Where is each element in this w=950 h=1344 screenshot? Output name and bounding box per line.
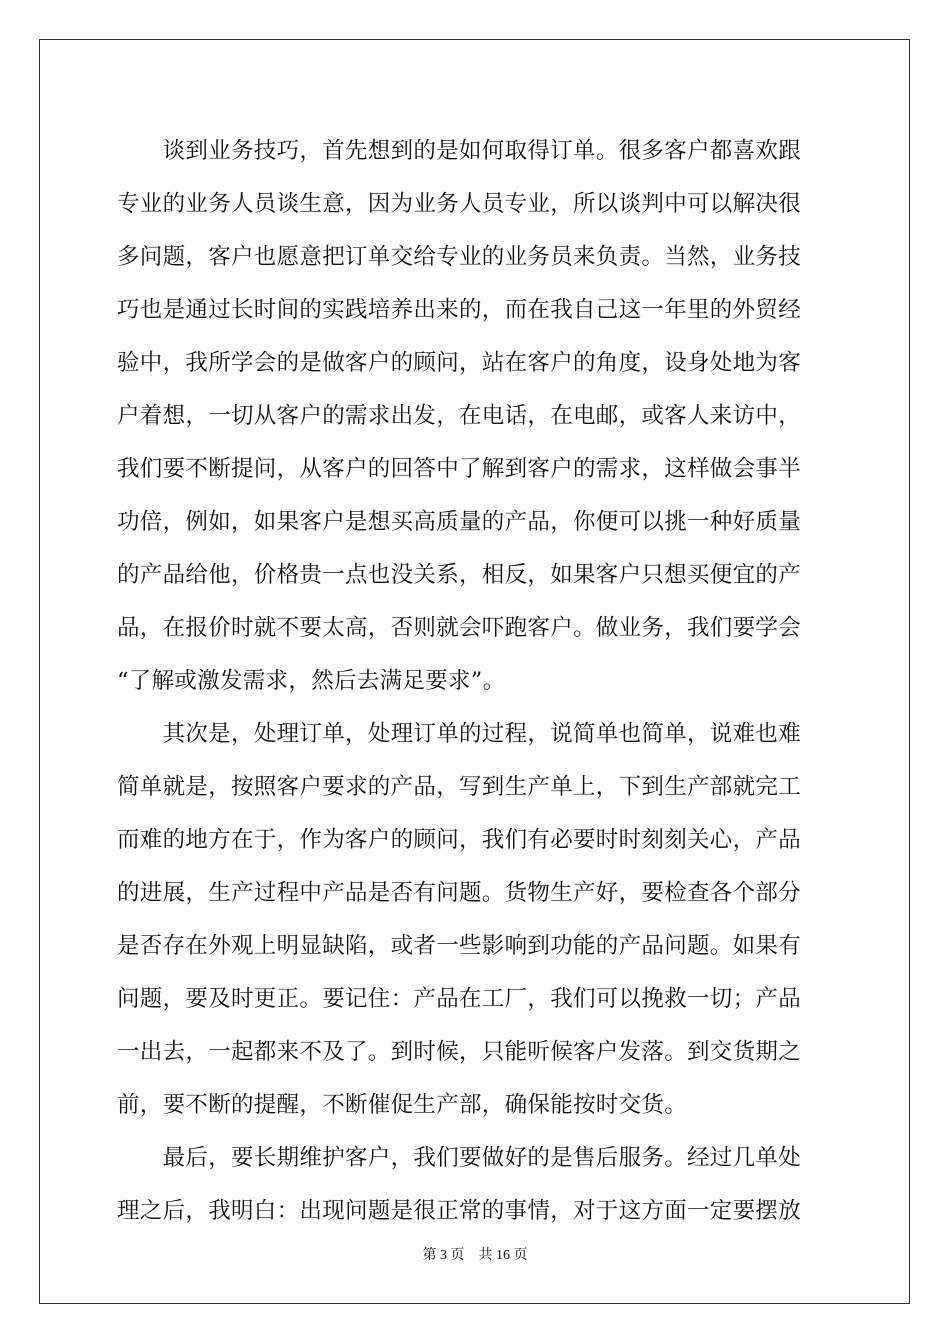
text-line: 验中，我所学会的是做客户的顾问，站在客户的角度，设身处地为客 [117, 350, 802, 376]
text-line: 我们要不断提问，从客户的回答中了解到客户的需求，这样做会事半 [117, 456, 802, 482]
text-line: 前，要不断的提醒，不断催促生产部，确保能按时交货。 [117, 1092, 688, 1118]
text-line: 功倍，例如，如果客户是想买高质量的产品，你便可以挑一种好质量 [117, 509, 802, 535]
text-line: 品，在报价时就不要太高，否则就会吓跑客户。做业务，我们要学会 [117, 615, 802, 641]
text-line: 问题，要及时更正。要记住：产品在工厂，我们可以挽救一切；产品 [117, 986, 802, 1012]
text-line: 一出去，一起都来不及了。到时候，只能听候客户发落。到交货期之 [117, 1039, 802, 1065]
text-line: 最后，要长期维护客户，我们要做好的是售后服务。经过几单处 [117, 1145, 802, 1171]
text-line: 其次是，处理订单，处理订单的过程，说简单也简单，说难也难 [117, 721, 802, 747]
text-line: 户着想，一切从客户的需求出发，在电话，在电邮，或客人来访中， [117, 403, 802, 429]
text-line: 简单就是，按照客户要求的产品，写到生产单上，下到生产部就完工 [117, 774, 802, 800]
text-line: 专业的业务人员谈生意，因为业务人员专业，所以谈判中可以解决很 [117, 191, 802, 217]
text-line: 谈到业务技巧，首先想到的是如何取得订单。很多客户都喜欢跟 [117, 138, 802, 164]
text-line: 是否存在外观上明显缺陷，或者一些影响到功能的产品问题。如果有 [117, 933, 802, 959]
text-line: 而难的地方在于，作为客户的顾问，我们有必要时时刻刻关心，产品 [117, 827, 802, 853]
text-line: 的进展，生产过程中产品是否有问题。货物生产好，要检查各个部分 [117, 880, 802, 906]
page-number-footer: 第 3 页 共 16 页 [422, 1248, 528, 1263]
text-line: 巧也是通过长时间的实践培养出来的，而在我自己这一年里的外贸经 [117, 297, 802, 323]
document-body [117, 125, 833, 1238]
text-line: “了解或激发需求，然后去满足要求”。 [117, 668, 506, 694]
text-line: 多问题，客户也愿意把订单交给专业的业务员来负责。当然，业务技 [117, 244, 802, 270]
text-line: 的产品给他，价格贵一点也没关系，相反，如果客户只想买便宜的产 [117, 562, 802, 588]
text-line: 理之后，我明白：出现问题是很正常的事情，对于这方面一定要摆放 [117, 1198, 802, 1224]
